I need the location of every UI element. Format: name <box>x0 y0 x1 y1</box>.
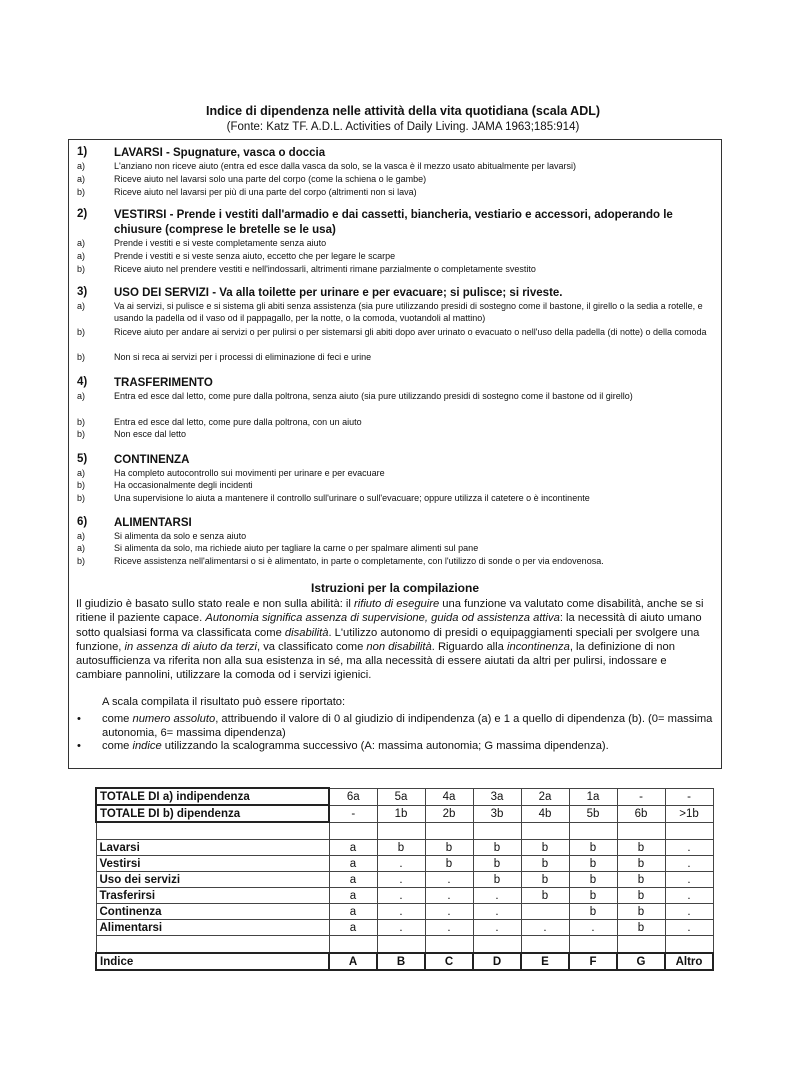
row-label: Continenza <box>96 904 329 920</box>
section-heading: VESTIRSI - Prende i vestiti dall'armadio e dai cassetti, biancheria, vestiario e accessori, adoperando le chiusure (comprese le bretelle se le usa) <box>114 209 673 236</box>
document-source: (Fonte: Katz TF. A.D.L. Activities of Daily Living. JAMA 1963;185:914) <box>226 121 580 133</box>
table-cell: b <box>569 856 617 872</box>
table-cell: . <box>377 888 425 904</box>
table-cell: - <box>329 805 377 822</box>
row-label: Uso dei servizi <box>96 872 329 888</box>
table-cell: 2b <box>425 805 473 822</box>
table-cell: . <box>425 872 473 888</box>
table-cell <box>377 822 425 840</box>
section-heading: ALIMENTARSI <box>114 517 192 529</box>
table-cell <box>665 936 713 954</box>
instructions-intro: A scala compilata il risultato può essere riportato: <box>102 696 346 708</box>
table-cell <box>425 822 473 840</box>
row-label: Indice <box>96 953 329 970</box>
table-cell: >1b <box>665 805 713 822</box>
table-cell: D <box>473 953 521 970</box>
section-number: 3) <box>77 286 88 298</box>
table-cell: 4a <box>425 788 473 805</box>
table-cell: a <box>329 872 377 888</box>
table-cell: b <box>617 872 665 888</box>
table-cell <box>377 936 425 954</box>
table-cell: b <box>521 856 569 872</box>
table-cell: b <box>569 904 617 920</box>
table-cell: b <box>521 888 569 904</box>
table-cell <box>329 936 377 954</box>
table-cell <box>617 936 665 954</box>
table-cell <box>569 936 617 954</box>
totale-b-row <box>96 805 713 822</box>
table-cell: a <box>329 856 377 872</box>
table-cell: b <box>569 872 617 888</box>
totale-a-row <box>96 788 713 805</box>
table-cell: . <box>377 856 425 872</box>
table-cell: . <box>521 920 569 936</box>
table-cell: 2a <box>521 788 569 805</box>
table-cell: . <box>473 888 521 904</box>
section-heading: CONTINENZA <box>114 454 190 466</box>
table-cell: b <box>521 872 569 888</box>
table-cell: A <box>329 953 377 970</box>
table-cell: b <box>473 872 521 888</box>
table-row <box>96 840 713 856</box>
row-label <box>96 936 329 954</box>
table-row <box>96 856 713 872</box>
table-cell: b <box>569 888 617 904</box>
table-cell: . <box>665 840 713 856</box>
table-row <box>96 872 713 888</box>
spacer-row <box>96 822 713 840</box>
table-cell <box>521 904 569 920</box>
instructions-paragraph: Il giudizio è basato sullo stato reale e non sulla abilità: il rifiuto di eseguire una funzione va valutato come disabilità, anche se si ritiene il paziente capace. Autonomia significa assenza di supervisione, guida od assistenza attiva: la necessità di aiuto umano sotto qualsiasi forma va classificata come disabilità. L'utilizzo autonomo di presidi o equipaggiamenti speciali per svolgere una funzione, in assenza di aiuto da terzi, va classificato come non disabilità. Riguardo alla incontinenza, la definizione di non autosufficienza va riferita non alla sua esistenza in sé, ma alla necessità di essere aiutati da altri per pulirsi, indossare e cambiare pannolini, utilizzare la comoda od i servizi igienici. <box>76 598 704 682</box>
table-cell: F <box>569 953 617 970</box>
table-cell: . <box>665 856 713 872</box>
table-cell: 6a <box>329 788 377 805</box>
table-cell: . <box>425 920 473 936</box>
table-cell: 4b <box>521 805 569 822</box>
table-cell: G <box>617 953 665 970</box>
table-cell: b <box>617 904 665 920</box>
row-label: TOTALE DI b) dipendenza <box>96 805 329 822</box>
table-cell: a <box>329 904 377 920</box>
row-label: Trasferirsi <box>96 888 329 904</box>
table-cell: - <box>665 788 713 805</box>
table-cell: 3a <box>473 788 521 805</box>
table-cell: . <box>377 872 425 888</box>
section-number: 6) <box>77 516 88 528</box>
table-cell: E <box>521 953 569 970</box>
document-title: Indice di dipendenza nelle attività della vita quotidiana (scala ADL) <box>205 104 601 118</box>
table-cell <box>521 822 569 840</box>
section-heading: LAVARSI - Spugnature, vasca o doccia <box>114 147 326 159</box>
row-label: Alimentarsi <box>96 920 329 936</box>
row-label: Lavarsi <box>96 840 329 856</box>
table-cell: 1a <box>569 788 617 805</box>
table-cell: . <box>425 904 473 920</box>
table-cell: a <box>329 888 377 904</box>
table-cell: b <box>617 920 665 936</box>
scale-box: 1) LAVARSI - Spugnature, vasca o doccia a) L'anziano non riceve aiuto (entra ed esce dalla vasca da solo, se la vasca è il mezzo usato abitualmente per lavarsi) a) Riceve aiuto nel lavarsi solo una parte del corpo (come la schiena o le gambe) b) Riceve aiuto nel lavarsi per più di una parte del corpo (altrimenti non si lava) 2) VESTIRSI - Prende i vestiti dall'armadio e dai cassetti, biancheria, vestiario e accessori, adoperando le chiusure (comprese le bretelle se le usa) a) Prende i vestiti e si veste completamente senza aiuto a) Prende i vestiti e si veste senza aiuto, eccetto che per legare le scarpe b) Riceve aiuto nel prendere vestiti e nell'indossarli, altrimenti rimane parzialmente o completamente svestito 3) USO DEI SERVIZI - Va alla toilette per urinare e per evacuare; si pulisce; si riveste. a) Va ai servizi, si pulisce e si sistema gli abiti senza assistenza (sia pure utilizzando presidi di sostegno come il bastone, il girello o la sedia a rotelle, e usando la padella od il vaso od il pappagallo, per la notte, o la comoda, vuotandoli al mattino) b) Riceve aiuto per andare ai servizi o per pulirsi o per sistemarsi gli abiti dopo aver urinato o evacuato o nell'uso della padella (di notte) o della comoda b) Non si reca ai servizi per i processi di eliminazione di feci e urine 4) TRASFERIMENTO a) Entra ed esce dal letto, come pure dalla poltrona, senza aiuto (sia pure utilizzando presidi di sostegno come il bastone od il girello) b) Entra ed esce dal letto, come pure dalla poltrona, con un aiuto b) Non esce dal letto 5) CONTINENZA a) Ha completo autocontrollo sui movimenti per urinare e per evacuare b) Ha occasionalmente degli incidenti b) Una supervisione lo aiuta a mantenere il controllo sull'urinare o sull'evacuare; oppure utilizza il catetere o è incontinente 6) ALIMENTARSI a) Si alimenta da solo e senza aiuto a) Si alimenta da solo, ma richiede aiuto per tagliare la carne o per spalmare alimenti sul pane b) Riceve assistenza nell'alimentarsi o si è alimentato, in parte o completamente, con l'utilizzo di sonde o per via endovenosa. Istruzioni per la compilazione Il giudizio è basato sullo stato reale e non sulla abilità: il rifiuto di eseguire una funzione va valutato come disabilità, anche se si ritiene il paziente capace. Autonomia significa assenza di supervisione, guida od assistenza attiva: la necessità di aiuto umano sotto qualsiasi forma va classificata come disabilità. L'utilizzo autonomo di presidi o equipaggiamenti speciali per svolgere una funzione, in assenza di aiuto da terzi, va classificato come non disabilità. Riguardo alla incontinenza, la definizione di non autosufficienza va riferita non alla sua esistenza in sé, ma alla necessità di essere aiutati da altri per pulirsi, indossare e cambiare pannolini, utilizzare la comoda od i servizi igienici. A scala compilata il risultato può essere riportato: • come numero assoluto, attribuendo il valore di 0 al giudizio di indipendenza (a) e 1 a quello di dipendenza (b). (0= massima autonomia, 6= massima dipendenza) • come indice utilizzando la scalogramma successivo (A: massima autonomia; G massima dipendenza). <box>68 139 722 769</box>
table-cell: 3b <box>473 805 521 822</box>
section-number: 1) <box>77 146 88 158</box>
table-cell: - <box>617 788 665 805</box>
table-cell: a <box>329 840 377 856</box>
row-label <box>96 822 329 840</box>
table-cell <box>473 822 521 840</box>
table-cell: . <box>665 920 713 936</box>
table-cell: a <box>329 920 377 936</box>
table-cell: 5a <box>377 788 425 805</box>
section-number: 5) <box>77 453 88 465</box>
table-cell: 1b <box>377 805 425 822</box>
table-cell: C <box>425 953 473 970</box>
table-cell: b <box>473 840 521 856</box>
table-cell: b <box>617 888 665 904</box>
table-cell: . <box>665 904 713 920</box>
table-cell: b <box>377 840 425 856</box>
table-cell: . <box>425 888 473 904</box>
table-cell: b <box>473 856 521 872</box>
table-cell <box>329 822 377 840</box>
scalogram-body <box>96 788 713 970</box>
table-cell: b <box>521 840 569 856</box>
table-cell: Altro <box>665 953 713 970</box>
section-number: 2) <box>77 208 88 220</box>
table-cell <box>425 936 473 954</box>
table-cell: 6b <box>617 805 665 822</box>
table-row <box>96 904 713 920</box>
table-cell: . <box>665 888 713 904</box>
table-cell <box>569 822 617 840</box>
spacer-row <box>96 936 713 954</box>
table-cell: b <box>569 840 617 856</box>
table-cell: . <box>473 920 521 936</box>
scalogram-table <box>95 787 714 971</box>
section-heading: USO DEI SERVIZI - Va alla toilette per urinare e per evacuare; si pulisce; si riveste. <box>114 287 563 299</box>
table-cell: . <box>473 904 521 920</box>
table-cell: 5b <box>569 805 617 822</box>
table-cell: b <box>425 856 473 872</box>
table-cell: B <box>377 953 425 970</box>
table-cell: . <box>569 920 617 936</box>
table-cell: b <box>425 840 473 856</box>
table-cell: . <box>377 904 425 920</box>
section-number: 4) <box>77 376 88 388</box>
section-heading: TRASFERIMENTO <box>114 377 213 389</box>
table-row <box>96 920 713 936</box>
table-cell: . <box>377 920 425 936</box>
table-cell: b <box>617 840 665 856</box>
table-cell <box>521 936 569 954</box>
instructions-title: Istruzioni per la compilazione <box>310 581 480 595</box>
table-row <box>96 888 713 904</box>
table-cell <box>617 822 665 840</box>
row-label: Vestirsi <box>96 856 329 872</box>
table-cell <box>665 822 713 840</box>
row-label: TOTALE DI a) indipendenza <box>96 788 329 805</box>
table-cell: . <box>665 872 713 888</box>
table-cell <box>473 936 521 954</box>
index-row <box>96 953 713 970</box>
table-cell: b <box>617 856 665 872</box>
